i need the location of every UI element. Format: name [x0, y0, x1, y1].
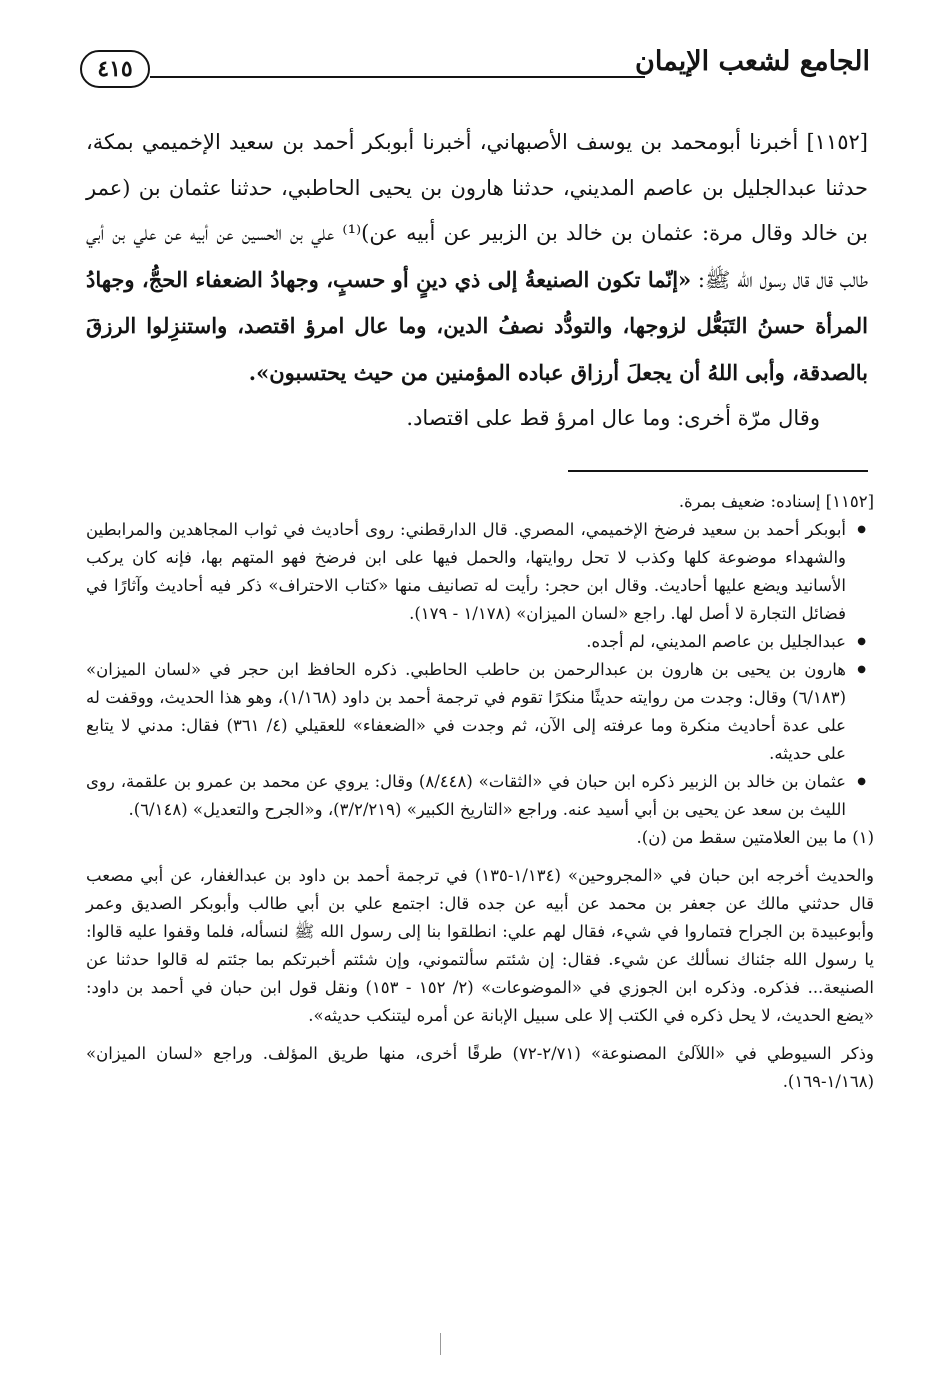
- narrator-note: ● هارون بن يحيى بن هارون بن عبدالرحمن بن حاطب الحاطبي. ذكره الحافظ ابن حجر في «لسان الميزان» (٦/١٨٣) وقال: وجدت من روايته حديثًا منكرًا تقوم في ترجمة أحمد بن داود (١/١٦٨)، وهو هذا الحديث، ووقفت له على عدة أحاديث منكرة وما عرفته إلى الآن، ثم وجدت في «الضعفاء» للعقيلي (٤/ ٣٦١) فقال: مدني لا يتابع على حديثه.: [86, 656, 846, 768]
- narrator-list: [86, 516, 874, 824]
- page-header: [80, 40, 870, 100]
- variant-line: وقال مرّة أخرى: وما عال امرؤ قط على اقتصاد.: [406, 406, 820, 430]
- main-text: [86, 120, 868, 442]
- isnad-text: [١١٥٢] أخبرنا أبومحمد بن يوسف الأصبهاني، أخبرنا أبوبكر أحمد بن سعيد الإخميمي بمكة، حدثنا عبدالجليل بن عاصم المديني، حدثنا هارون بن يحيى الحاطبي، حدثنا عثمان بن (عمر بن خالد وقال مرة: عثمان بن خالد بن الزبير عن أبيه عن)⁽¹⁾ علي بن الحسين عن أبيه عن علي بن أبي طالب قال قال رسول الله ﷺ:: [86, 130, 868, 292]
- bottom-mark: [440, 1333, 441, 1355]
- footnote-1: (١) ما بين العلامتين سقط من (ن).: [636, 828, 874, 847]
- narrator-note: ● عبدالجليل بن عاصم المديني، لم أجده.: [86, 628, 846, 656]
- hadith-text: «إنّما تكون الصنيعةُ إلى ذي دينٍ أو حسبٍ، وجهادُ الضعفاء الحجُّ، وجهادُ المرأة حسنُ التَبَعُّل لزوجها، والتودُّد نصفُ الدين، وما عال امرؤ اقتصد، واستنزِلوا الرزقَ بالصدقة، وأبى اللهُ أن يجعلَ أرزاق عباده المؤمنين من حيث يحتسبون».: [86, 266, 868, 385]
- narrator-note: ● أبوبكر أحمد بن سعيد فرضخ الإخميمي، المصري. قال الدارقطني: روى أحاديث في ثواب المجاهدين والمرابطين والشهداء موضوعة كلها وكذب لا تحل روايتها، والحمل فيها على ابن فرضخ فهو المتهم بها، فإنه كان يركب الأسانيد ويضع عليها أحاديث. وقال ابن حجر: رأيت له تصانيف منها «كتاب الاحتراف» ذكر فيه أحاديث وآثارًا في فضائل التجارة لا أصل لها. راجع «لسان الميزان» (١/١٧٨ - ١٧٩).: [86, 516, 846, 628]
- suyuti-paragraph: وذكر السيوطي في «اللآلئ المصنوعة» (٢/٧١-٧٢) طرقًا أخرى، منها طريق المؤلف. وراجع «لسان الميزان» (١/١٦٨-١٦٩).: [86, 1044, 874, 1091]
- takhrij-paragraph: والحديث أخرجه ابن حبان في «المجروحين» (١/١٣٤-١٣٥) في ترجمة أحمد بن داود بن عبدالغفار، عن أبي مصعب قال حدثني مالك عن جعفر بن محمد عن أبيه عن جده قال: اجتمع علي بن أبي طالب وأبوبكر الصديق وعمر وأبوعبيدة بن الجراح فتماروا في شيء، فقال لهم علي: انطلقوا بنا إلى رسول الله ﷺ لنسأله، فلما وقفوا عليه قالوا: يا رسول الله جئناك نسألك عن شيء. فقال: إن شئتم سألتموني، وإن شئتم أخبرتكم بما جئتم له قالوا حدثنا عن الصنيعة... فذكره. وذكره ابن الجوزي في «الموضوعات» (٢/ ١٥٢ - ١٥٣) ونقل قول ابن حبان في أحمد بن داود: «يضع الحديث، لا يحل ذكره في الكتب إلا على سبيل الإبانة عن أمره ليتنكب حديثه».: [86, 866, 875, 1025]
- grading-line: [١١٥٢] إسناده: ضعيف بمرة.: [678, 492, 874, 511]
- page-number: ٤١٥: [80, 50, 150, 88]
- running-title: الجامع لشعب الإيمان: [635, 46, 870, 77]
- narrator-note: ● عثمان بن خالد بن الزبير ذكره ابن حبان في «الثقات» (٨/٤٤٨) وقال: يروي عن محمد بن عمرو بن علقمة، روى الليث بن سعد عن يحيى بن أبي أسيد عنه. وراجع «التاريخ الكبير» (٣/٢/٢١٩)، و«الجرح والتعديل» (٦/١٤٨).: [86, 768, 846, 824]
- header-rule: [150, 76, 645, 78]
- hadith-paragraph: [86, 120, 868, 396]
- footnote-separator: [568, 470, 868, 472]
- footnotes: [86, 488, 874, 1096]
